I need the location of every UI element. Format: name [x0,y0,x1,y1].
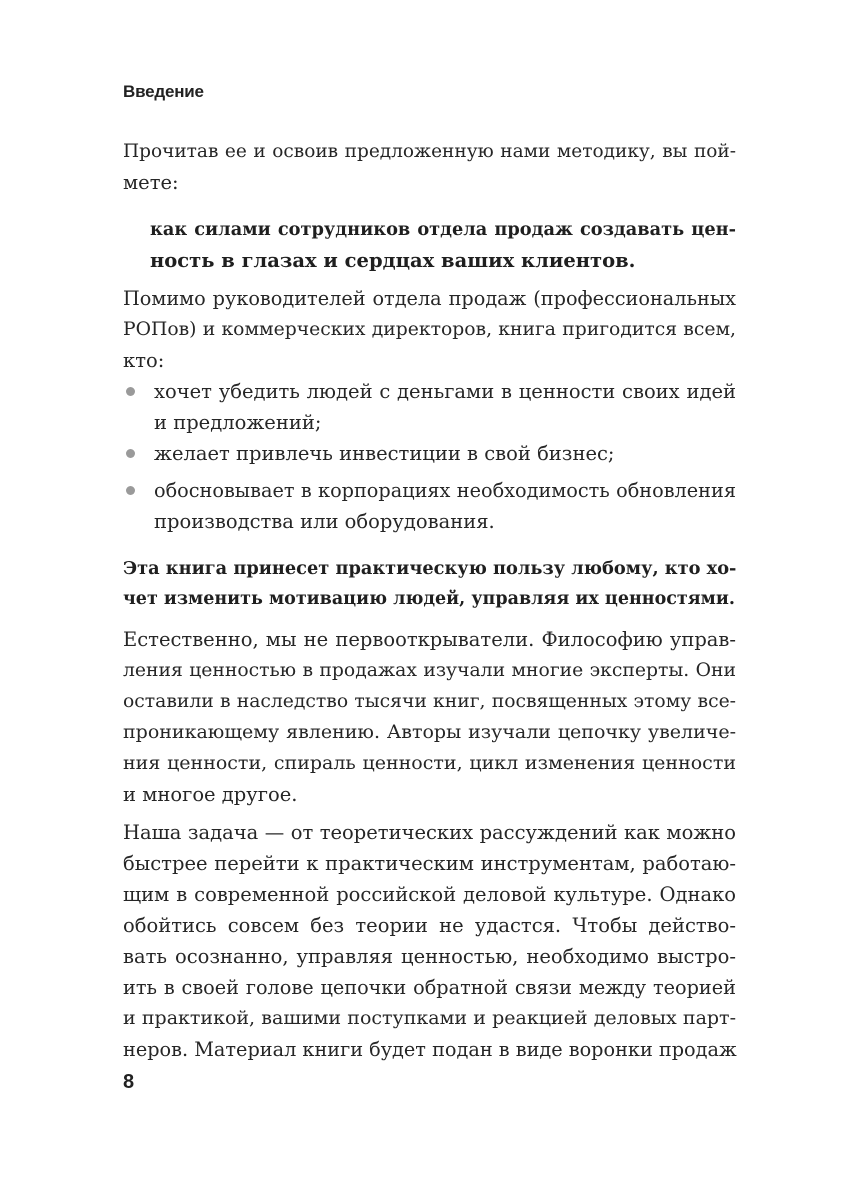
bullet-item-line: желает привлечь инвестиции в свой бизнес; [154,442,615,465]
paragraph-line: Наша задача — от теоретических рассуждений как можно [123,821,736,844]
audience-line: РОПов) и коммерческих директоров, книга пригодится всем, [123,319,736,340]
paragraph-line: ить в своей голове цепочки обратной связи между теорией [123,976,736,999]
intro-line: мете: [123,171,179,194]
paragraph-line: проникающему явлению. Авторы изучали цепочку увеличе- [123,721,736,743]
audience-line: Помимо руководителей отдела продаж (профессиональных [123,287,736,310]
paragraph-line: и практикой, вашими поступками и реакцией деловых парт- [123,1007,736,1029]
paragraph-line: ния ценности, спираль ценности, цикл изменения ценности [123,752,736,774]
bullet-dot-icon [126,449,135,458]
bullet-dot-icon [126,387,135,396]
paragraph-line: ления ценностью в продажах изучали многие эксперты. Они [123,660,736,681]
paragraph-line: обойтись совсем без теории не удастся. Чтобы действо- [123,914,736,937]
paragraph-line: быстрее перейти к практическим инструментам, работаю- [123,852,736,875]
bullet-item-line: обосновывает в корпорациях необходимость обновления [154,479,736,502]
statement-line: чет изменить мотивацию людей, управляя их ценностями. [123,589,735,609]
bullet-item-line: хочет убедить людей с деньгами в ценности своих идей [154,380,736,403]
highlight-line: как силами сотрудников отдела продаж создавать цен- [150,219,736,240]
running-header: Введение [123,82,204,101]
paragraph-line: Естественно, мы не первооткрыватели. Философию управ- [123,628,736,651]
page-number: 8 [123,1071,135,1093]
paragraph-line: оставили в наследство тысячи книг, посвященных этому все- [123,691,736,712]
bullet-item-line: производства или оборудования. [154,510,495,533]
paragraph-line: щим в современной российской деловой культуре. Однако [123,883,736,906]
statement-line: Эта книга принесет практическую пользу любому, кто хо- [123,558,737,579]
bullet-dot-icon [126,486,135,495]
intro-line: Прочитав ее и освоив предложенную нами методику, вы пой- [123,141,736,162]
audience-line: кто: [123,349,165,372]
highlight-line: ность в глазах и сердцах ваших клиентов. [150,249,636,272]
bullet-item-line: и предложений; [154,411,322,434]
paragraph-line: вать осознанно, управляя ценностью, необходимо выстро- [123,945,736,968]
paragraph-line: неров. Материал книги будет подан в виде воронки продаж [123,1038,737,1061]
paragraph-line: и многое другое. [123,783,298,806]
